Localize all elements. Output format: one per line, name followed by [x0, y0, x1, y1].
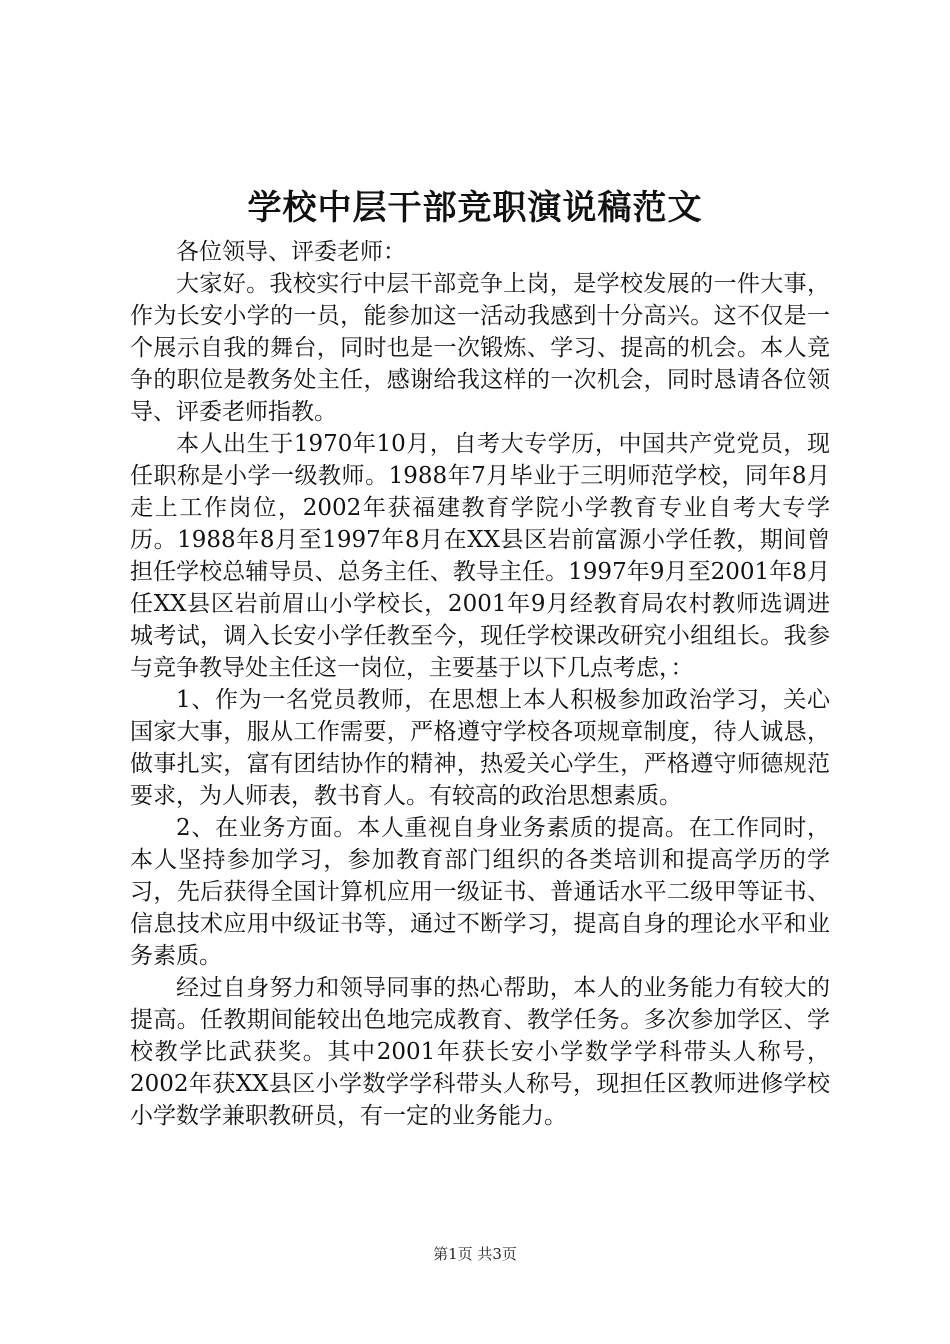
paragraph-point-2: 2、在业务方面。本人重视自身业务素质的提高。在工作同时，本人坚持参加学习，参加教育部门组织的各类培训和提高学历的学习，先后获得全国计算机应用一级证书、普通话水平二级甲等证书、信息技术应用中级证书等，通过不断学习，提高自身的理论水平和业务素质。	[130, 815, 830, 969]
paragraph-achievements: 经过自身努力和领导同事的热心帮助，本人的业务能力有较大的提高。任教期间能较出色地完成教育、教学任务。多次参加学区、学校教学比武获奖。其中2001年获长安小学数学学科带头人称号，2002年获XX县区小学数学学科带头人称号，现担任区教师进修学校小学数学兼职教研员，有一定的业务能力。	[130, 975, 830, 1129]
document-title: 学校中层干部竞职演说稿范文	[247, 188, 703, 228]
paragraph-background: 本人出生于1970年10月，自考大专学历，中国共产党党员，现任职称是小学一级教师。1988年7月毕业于三明师范学校，同年8月走上工作岗位，2002年获福建教育学院小学教育专业自考大专学历。1988年8月至1997年8月在XX县区岩前富源小学任教，期间曾担任学校总辅导员、总务主任、教导主任。1997年9月至2001年8月任XX县区岩前眉山小学校长，2001年9月经教育局农村教师选调进城考试，调入长安小学任教至今，现任学校课改研究小组组长。我参与竞争教导处主任这一岗位，主要基于以下几点考虑，：	[130, 431, 830, 681]
paragraph-greeting: 大家好。我校实行中层干部竞争上岗，是学校发展的一件大事，作为长安小学的一员，能参加这一活动我感到十分高兴。这不仅是一个展示自我的舞台，同时也是一次锻炼、学习、提高的机会。本人竞争的职位是教务处主任，感谢给我这样的一次机会，同时恳请各位领导、评委老师指教。	[130, 271, 830, 425]
paragraph-point-1: 1、作为一名党员教师，在思想上本人积极参加政治学习，关心国家大事，服从工作需要，严格遵守学校各项规章制度，待人诚恳，做事扎实，富有团结协作的精神，热爱关心学生，严格遵守师德规范要求，为人师表，教书育人。有较高的政治思想素质。	[130, 687, 830, 809]
page-number: 第1页 共3页	[433, 1245, 517, 1263]
document-body	[130, 236, 830, 1132]
salutation: 各位领导、评委老师：	[176, 239, 406, 265]
